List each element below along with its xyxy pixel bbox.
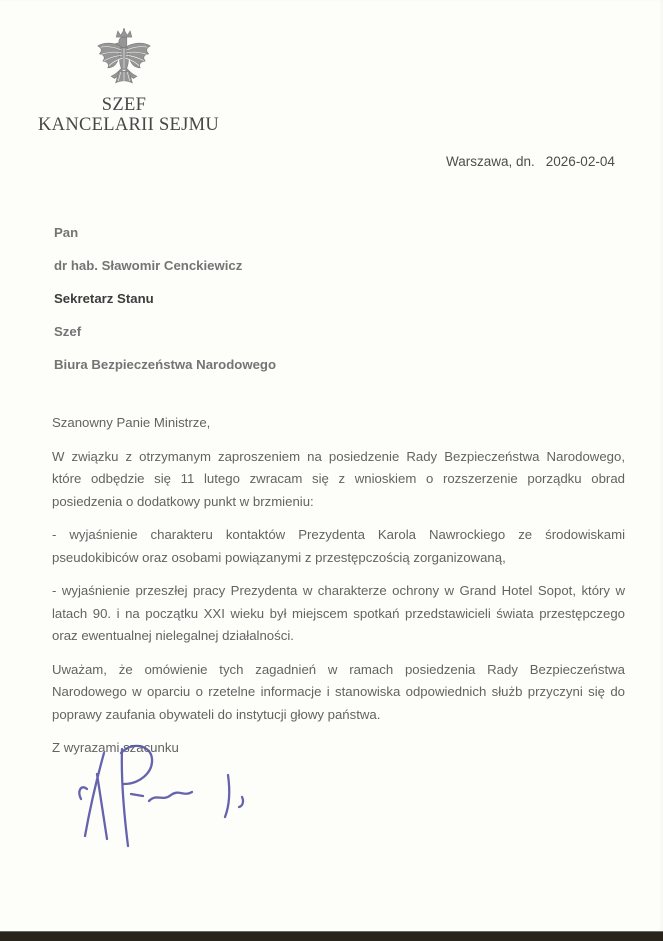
dateline-date: 2026-02-04 — [545, 154, 615, 169]
scan-edge-artifact — [0, 931, 663, 941]
paragraph: - wyjaśnienie przeszłej pracy Prezydenta w charakterze ochrony w Grand Hotel Sopot, który w latach 90. i na początku XXI wieku był miejscem spotkań przedstawicieli świata przestępczego oraz ewentualnej nielegalnej działalności. — [52, 583, 625, 643]
addressee-block — [54, 216, 474, 381]
paragraph: - wyjaśnienie charakteru kontaktów Prezydenta Karola Nawrockiego ze środowiskami pseudokibiców oraz osobami powiązanymi z przestępczością zorganizowaną, — [52, 527, 625, 565]
letterhead-title-line2: KANCELARII SEJMU — [38, 115, 220, 135]
addressee-line: Biura Bezpieczeństwa Narodowego — [54, 357, 277, 372]
paragraph: Uważam, że omówienie tych zagadnień w ramach posiedzenia Rady Bezpieczeństwa Narodowego w oparciu o rzetelne informacje i stanowiska odpowiednich służb przyczyni się do poprawy zaufania obywateli do instytucji głowy państwa. — [52, 661, 625, 722]
letterhead-title — [38, 95, 220, 135]
letterhead — [38, 28, 220, 135]
handwritten-signature — [76, 744, 300, 856]
closing: Z wyrazami szacunku — [52, 740, 179, 755]
letter-body — [52, 412, 625, 771]
addressee-line: Pan — [54, 225, 79, 240]
letterhead-title-line1: SZEF — [101, 95, 147, 115]
addressee-line: Sekretarz Stanu — [54, 291, 154, 306]
dateline-place: Warszawa, dn. — [446, 154, 535, 169]
salutation: Szanowny Panie Ministrze, — [52, 415, 211, 430]
paragraph: W związku z otrzymanym zaproszeniem na posiedzenie Rady Bezpieczeństwa Narodowego, które odbędzie się 11 lutego zwracam się z wnioskiem o rozszerzenie porządku obrad posiedzenia o dodatkowy punkt w brzmieniu: — [52, 448, 625, 509]
polish-eagle-emblem — [96, 28, 152, 92]
dateline — [446, 152, 615, 172]
addressee-line: dr hab. Sławomir Cenckiewicz — [54, 258, 243, 273]
addressee-line: Szef — [54, 324, 82, 339]
